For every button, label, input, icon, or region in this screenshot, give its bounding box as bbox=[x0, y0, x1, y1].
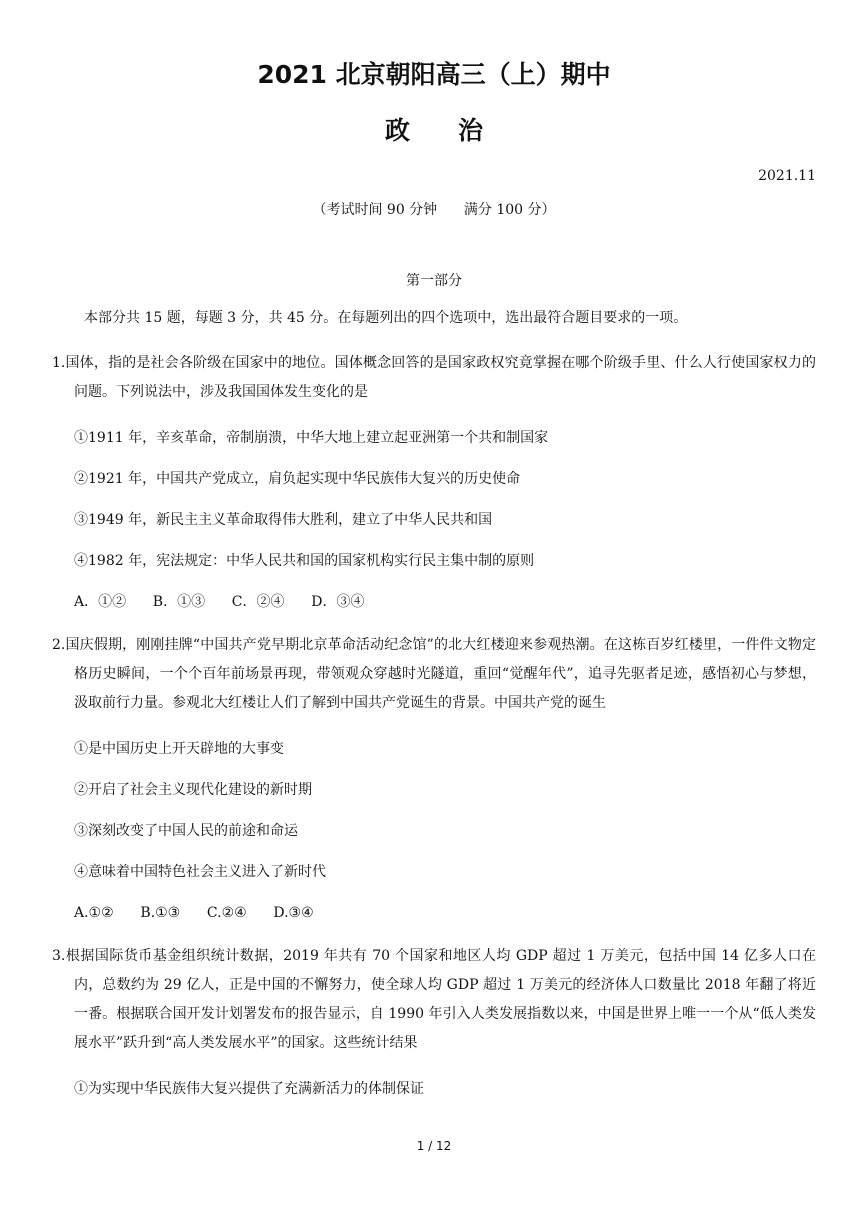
answer-options: A．①② B．①③ C．②④ D．③④ bbox=[74, 594, 365, 610]
exam-time-score-info: （考试时间 90 分钟 满分 100 分） bbox=[312, 202, 556, 218]
statement-item: ②1921 年，中国共产党成立，肩负起实现中华民族伟大复兴的历史使命 bbox=[74, 471, 521, 487]
exam-title: 2021 北京朝阳高三（上）期中 bbox=[257, 60, 611, 89]
statement-item: ④1982 年，宪法规定：中华人民共和国的国家机构实行民主集中制的原则 bbox=[74, 553, 535, 569]
question-2 bbox=[52, 631, 816, 923]
current-page: 1 bbox=[416, 1139, 425, 1153]
statement-item: ①是中国历史上开天辟地的大事变 bbox=[74, 741, 284, 757]
question-stem: 1.国体，指的是社会各阶级在国家中的地位。国体概念回答的是国家政权究竟掌握在哪个阶级手里、什么人行使国家权力的问题。下列说法中，涉及我国国体发生变化的是 bbox=[52, 355, 816, 400]
page-number bbox=[0, 1138, 868, 1154]
question-list bbox=[52, 349, 816, 1099]
section-instructions: 本部分共 15 题，每题 3 分，共 45 分。在每题列出的四个选项中，选出最符合题目要求的一项。 bbox=[84, 310, 688, 326]
question-1 bbox=[52, 349, 816, 612]
exam-date: 2021.11 bbox=[758, 168, 816, 184]
statement-item: ①为实现中华民族伟大复兴提供了充满新活力的体制保证 bbox=[74, 1081, 424, 1097]
question-stem: 3.根据国际货币基金组织统计数据，2019 年共有 70 个国家和地区人均 GDP 超过 1 万美元，包括中国 14 亿多人口在内，总数约为 29 亿人，正是中国的不懈努力，使全球人均 GDP 超过 1 万美元的经济体人口数量比 2018 年翻了将近一番。根据联合国开发计划署发布的报告显示，自 1990 年引入人类发展指数以来，中国是世界上唯一一个从“低人类发展水平”跃升到“高人类发展水平”的国家。这些统计结果 bbox=[52, 948, 816, 1051]
question-3 bbox=[52, 942, 816, 1099]
exam-subject: 政治 bbox=[384, 116, 531, 145]
total-pages: 12 bbox=[436, 1139, 452, 1153]
statement-item: ③1949 年，新民主主义革命取得伟大胜利，建立了中华人民共和国 bbox=[74, 512, 493, 528]
answer-options: A.①② B.①③ C.②④ D.③④ bbox=[74, 905, 314, 921]
statement-item: ②开启了社会主义现代化建设的新时期 bbox=[74, 782, 312, 798]
page-separator: / bbox=[428, 1139, 433, 1153]
statement-item: ④意味着中国特色社会主义进入了新时代 bbox=[74, 864, 326, 880]
statement-item: ①1911 年，辛亥革命，帝制崩溃，中华大地上建立起亚洲第一个共和制国家 bbox=[74, 430, 549, 446]
question-stem: 2.国庆假期，刚刚挂牌“中国共产党早期北京革命活动纪念馆”的北大红楼迎来参观热潮。在这栋百岁红楼里，一件件文物定格历史瞬间，一个个百年前场景再现，带领观众穿越时光隧道，重回“觉醒年代”，追寻先驱者足迹，感悟初心与梦想，汲取前行力量。参观北大红楼让人们了解到中国共产党诞生的背景。中国共产党的诞生 bbox=[52, 637, 816, 711]
statement-item: ③深刻改变了中国人民的前途和命运 bbox=[74, 823, 298, 839]
section-title: 第一部分 bbox=[406, 273, 462, 289]
